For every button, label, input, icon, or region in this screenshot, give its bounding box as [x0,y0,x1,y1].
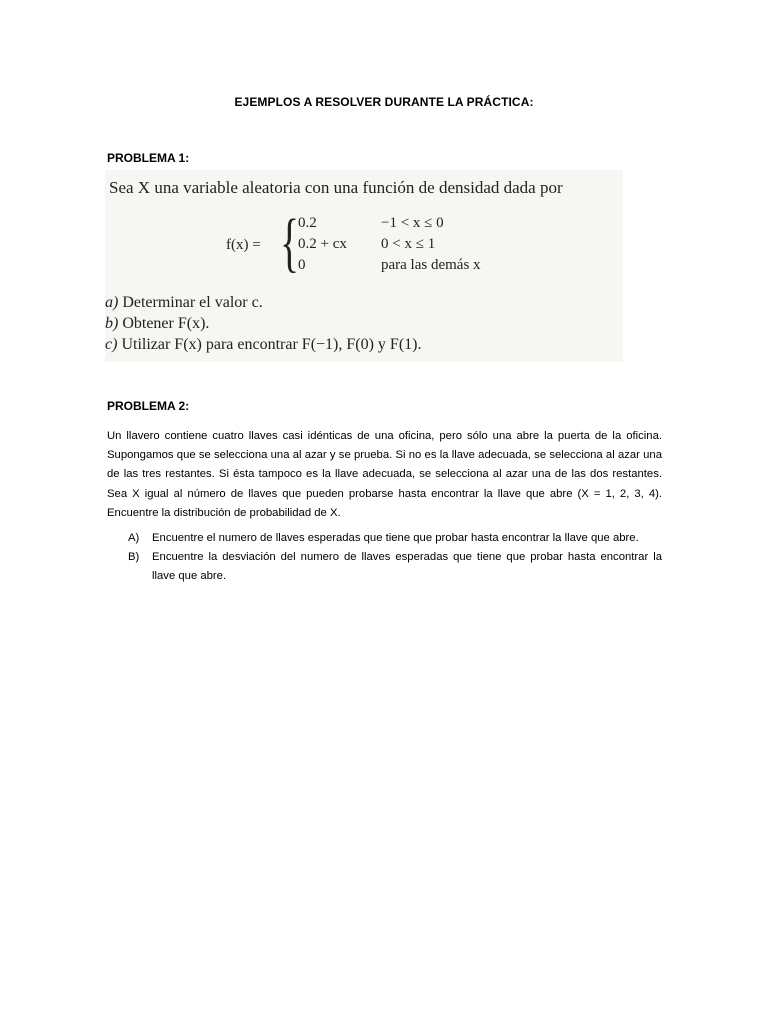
problem-1-items [105,294,421,357]
case-3-condition: para las demás x [381,257,481,273]
problem-2-paragraph: Un llavero contiene cuatro llaves casi idénticas de una oficina, pero sólo una abre la puerta de la oficina. Supongamos que se selecciona una al azar y se prueba. Si no es la llave adecuada, se selecciona al azar una de las tres restantes. Si ésta tampoco es la llave adecuada, se selecciona al azar una de las dos restantes. Sea X igual al número de llaves que pueden probarse hasta encontrar la llave que abre (X = 1, 2, 3, 4). Encuentre la distribución de probabilidad de X. [107,430,662,519]
cases-brace: { [280,206,300,279]
problem-2-item-a: A) Encuentre el numero de llaves esperadas que tiene que probar hasta encontrar la llave que abre. [128,532,639,544]
problem-1-item-b: b) Obtener F(x). [105,315,210,332]
problem-1-intro: Sea X una variable aleatoria con una función de densidad dada por [109,178,563,197]
problem-2-items [107,529,662,587]
case-3-value: 0 [298,257,306,273]
problem-1-heading: PROBLEMA 1: [107,151,190,165]
problem-1-scanned-excerpt [105,170,623,362]
page-title: EJEMPLOS A RESOLVER DURANTE LA PRÁCTICA: [234,95,534,109]
problem-1-item-c: c) Utilizar F(x) para encontrar F(−1), F(0) y F(1). [105,336,422,353]
density-function-label: f(x) = [226,237,261,253]
case-1-condition: −1 < x ≤ 0 [381,215,444,231]
problem-1-item-a: a) Determinar el valor c. [105,294,263,311]
case-1-value: 0.2 [298,215,317,231]
problem-2-heading: PROBLEMA 2: [107,399,190,413]
problem-2-item-b: B) Encuentre la desviación del numero de llaves esperadas que tiene que probar hasta encontrar la llave que abre. [128,551,662,583]
case-2-condition: 0 < x ≤ 1 [381,236,436,252]
case-2-value: 0.2 + cx [298,236,347,252]
